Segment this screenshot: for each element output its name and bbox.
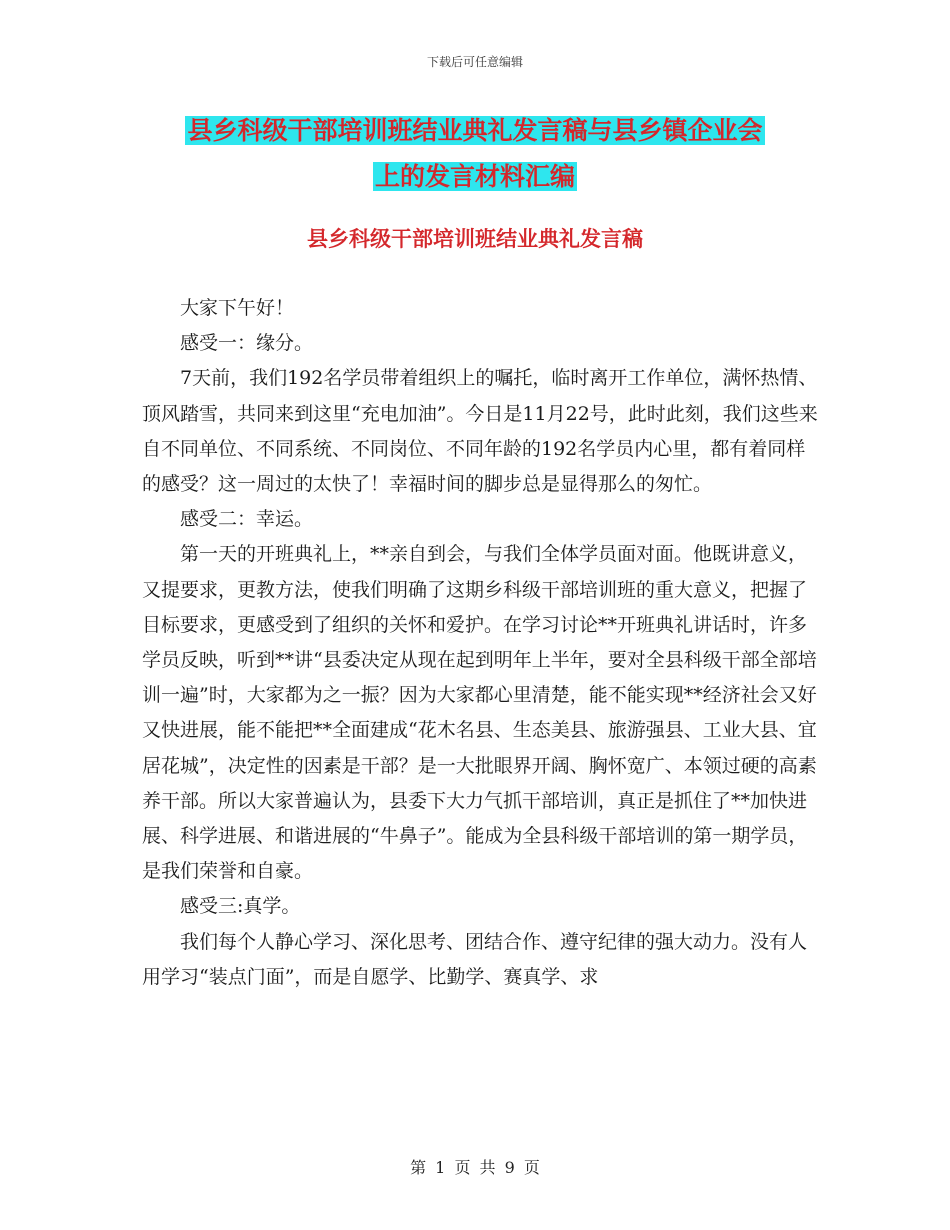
document-title [0, 108, 950, 200]
paragraph: 第一天的开班典礼上，**亲自到会，与我们全体学员面对面。他既讲意义，又提要求，更教方法，使我们明确了这期乡科级干部培训班的重大意义，把握了目标要求，更感受到了组织的关怀和爱护。在学习讨论**开班典礼讲话时，许多学员反映，听到**讲“县委决定从现在起到明年上半年，要对全县科级干部全部培训一遍”时，大家都为之一振？因为大家都心里清楚，能不能实现**经济社会又好又快进展，能不能把**全面建成“花木名县、生态美县、旅游强县、工业大县、宜居花城”，决定性的因素是干部？是一大批眼界开阔、胸怀宽广、本领过硬的高素养干部。所以大家普遍认为，县委下大力气抓干部培训，真正是抓住了**加快进展、科学进展、和谐进展的“牛鼻子”。能成为全县科级干部培训的第一期学员，是我们荣誉和自豪。 [142, 543, 817, 883]
paragraph-heading-1: 感受一：缘分。 [180, 332, 314, 355]
page-number: 第 1 页 共 9 页 [410, 1158, 540, 1177]
section-title: 县乡科级干部培训班结业典礼发言稿 [307, 226, 643, 251]
document-title-line-2: 上的发言材料汇编 [374, 162, 575, 191]
page-header-note: 下载后可任意编辑 [426, 55, 523, 69]
body-text [142, 291, 822, 995]
paragraph-heading-3: 感受三:真学。 [180, 895, 301, 918]
paragraph-greeting: 大家下午好！ [180, 297, 295, 319]
paragraph: 我们每个人静心学习、深化思考、团结合作、遵守纪律的强大动力。没有人用学习“装点门面”，而是自愿学、比勤学、赛真学、求 [142, 930, 808, 988]
document-title-line-1: 县乡科级干部培训班结业典礼发言稿与县乡镇企业会 [187, 116, 763, 145]
paragraph: 7天前，我们192名学员带着组织上的嘱托，临时离开工作单位，满怀热情、顶风踏雪，共同来到这里“充电加油”。今日是11月22号，此时此刻，我们这些来自不同单位、不同系统、不同岗位、不同年龄的192名学员内心里，都有着同样的感受？这一周过的太快了！幸福时间的脚步总是显得那么的匆忙。 [142, 367, 818, 496]
paragraph-heading-2: 感受二：幸运。 [180, 508, 314, 531]
